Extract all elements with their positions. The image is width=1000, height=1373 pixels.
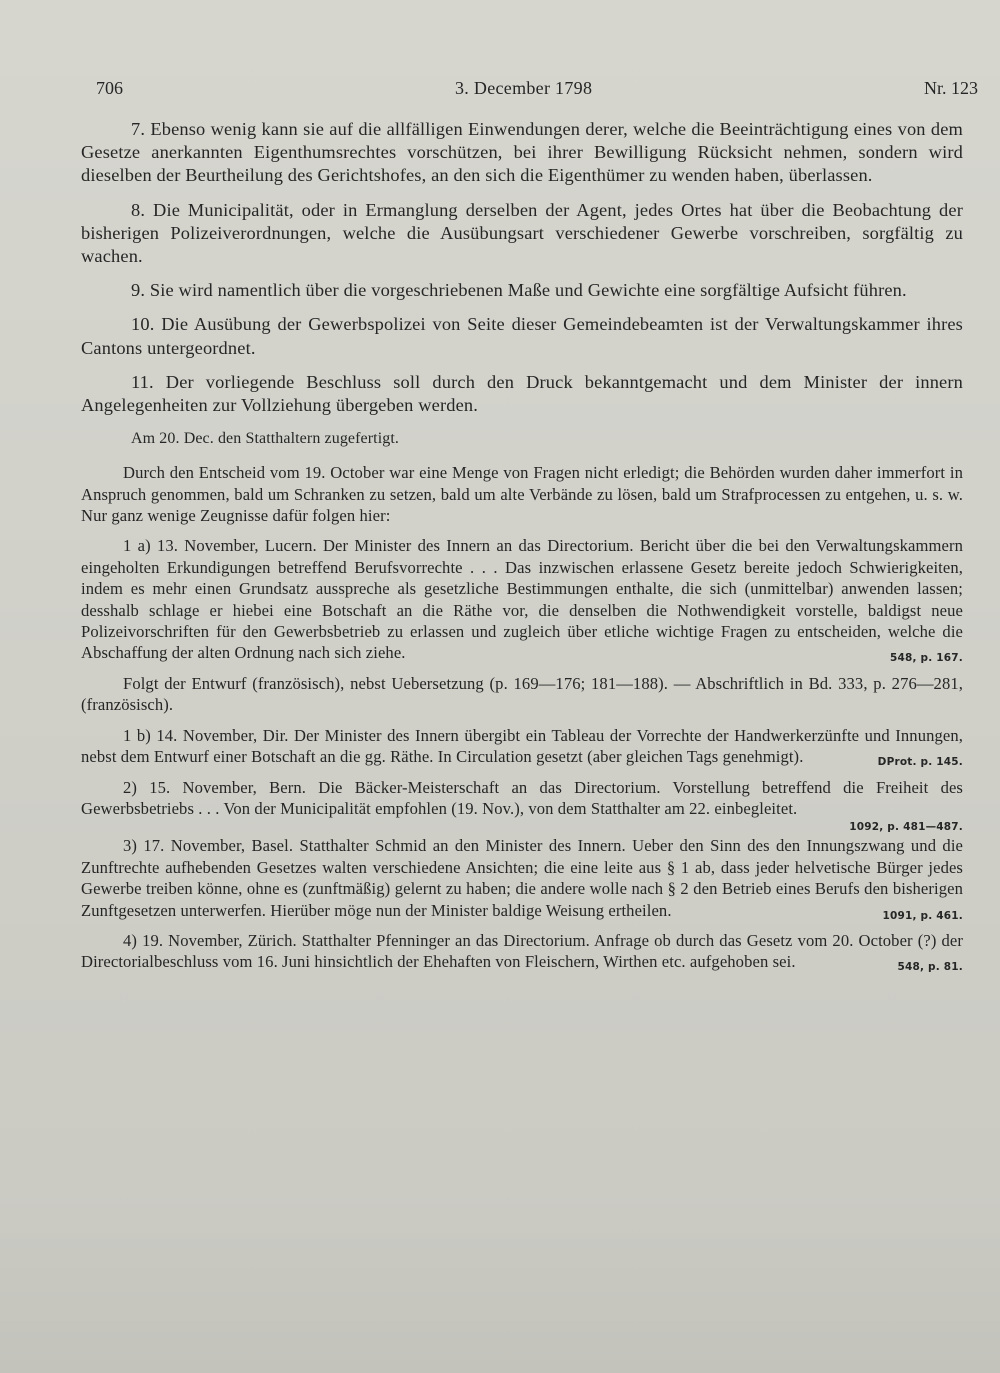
entry-3 [81,835,963,921]
editorial-intro: Durch den Entscheid vom 19. October war eine Menge von Fragen nicht erledigt; die Behörden wurden daher immerfort in Anspruch genommen, bald um Schranken zu setzen, bald um alte Verbände zu lösen, bald um Strafprocessen zu entgehen, u. s. w. Nur ganz wenige Zeugnisse dafür folgen hier: [81,463,963,526]
entry-1a-follow: Folgt der Entwurf (französisch), nebst Uebersetzung (p. 169—176; 181—188). — Abschriftlich in Bd. 333, p. 276—281, (französisch). [81,673,963,715]
page-shadow [0,1193,1000,1373]
entry-4-reference: 548, p. 81. [897,961,963,974]
entry-1a-text: 1 a) 13. November, Lucern. Der Minister des Innern an das Directorium. Bericht über die bei den Verwaltungskammern eingeholten Erkundigungen betreffend Berufsvorrechte . . . Das inzwischen erlassene Gesetz bereite jedoch Schwierigkeiten, indem es mehr einen Grundsatz ausspreche als gesetzliche Bestimmungen enthalte, die sich (unmittelbar) anwenden lassen; desshalb schlage er hiebei eine Botschaft an die Räthe vor, die denselben die Nothwendigkeit vorstelle, baldigst neue Polizeivorschriften für den Gewerbsbetrieb zu erlassen und zugleich über etliche wichtige Fragen zu entscheiden, welche die Abschaffung der alten Ordnung nach sich ziehe. [81,536,963,663]
entry-4-text: 4) 19. November, Zürich. Statthalter Pfenninger an das Directorium. Anfrage ob durch das Gesetz vom 20. October (?) der Directorialbeschluss vom 16. Juni hinsichtlich der Ehehaften von Fleischern, Wirthen etc. aufgehoben sei. [81,930,963,972]
article-7: 7. Ebenso wenig kann sie auf die allfälligen Einwendungen derer, welche die Beeinträchtigung eines von dem Gesetze anerkannten Eigenthumsrechtes vorschützen, bei ihrer Bewilligung Rücksicht nehmen, sondern wird dieselben der Beurtheilung des Gerichtshofes, an den sich die Eigenthümer zu wenden haben, überlassen. [81,119,963,186]
article-11: 11. Der vorliegende Beschluss soll durch den Druck bekanntgemacht und dem Minister der innern Angelegenheiten zur Vollziehung übergeben werden. [81,371,963,416]
entry-1a [81,535,963,663]
entry-3-reference: 1091, p. 461. [882,909,963,922]
page-number: 706 [96,78,123,98]
entry-1b-reference: DProt. p. 145. [877,756,963,769]
entry-2: 2) 15. November, Bern. Die Bäcker-Meisterschaft an das Directorium. Vorstellung betreffend die Freiheit des Gewerbsbetriebs . . . Von der Municipalität empfohlen (19. Nov.), von dem Statthalter am 22. einbegleitet. [81,777,963,818]
page-body [81,118,963,982]
document-number: Nr. 123 [924,78,978,98]
article-9: 9. Sie wird namentlich über die vorgeschriebenen Maße und Gewichte eine sorgfältige Aufsicht führen. [131,280,907,301]
entry-2-reference: 1092, p. 481—487. [849,821,963,834]
entry-1a-reference: 548, p. 167. [889,652,963,665]
dispatch-note: Am 20. Dec. den Statthaltern zugefertigt. [131,430,400,448]
entry-1b-text: 1 b) 14. November, Dir. Der Minister des Innern übergibt ein Tableau der Vorrechte der Handwerkerzünfte und Innungen, nebst dem Entwurf einer Botschaft an die gg. Räthe. In Circulation gesetzt (aber gleichen Tags genehmigt). [81,725,963,767]
header-date: 3. December 1798 [455,78,593,98]
article-10: 10. Die Ausübung der Gewerbspolizei von Seite dieser Gemeindebeamten ist der Verwaltungskammer ihres Cantons untergeordnet. [81,314,963,358]
entry-1b [81,725,963,768]
running-header [96,78,978,106]
article-8: 8. Die Municipalität, oder in Ermanglung derselben der Agent, jedes Ortes hat über die Beobachtung der bisherigen Polizeiverordnungen, welche die Ausübungsart verschiedener Gewerbe vorschreiben, sorgfältig zu wachen. [81,199,963,267]
entry-4 [81,930,963,973]
entry-3-text: 3) 17. November, Basel. Statthalter Schmid an den Minister des Innern. Ueber den Sinn des den Innungszwang und die Zunftrechte aufhebenden Gesetzes walten verschiedene Ansichten; die eine leite aus § 1 ab, dass jeder helvetische Bürger jedes Gewerbe treiben könne, ohne es (zunftmäßig) gelernt zu haben; die andere wolle nach § 2 den Betrieb eines Berufs den bisherigen Zunftgesetzen unterwerfen. Hierüber möge nun der Minister baldige Weisung ertheilen. [81,836,963,920]
